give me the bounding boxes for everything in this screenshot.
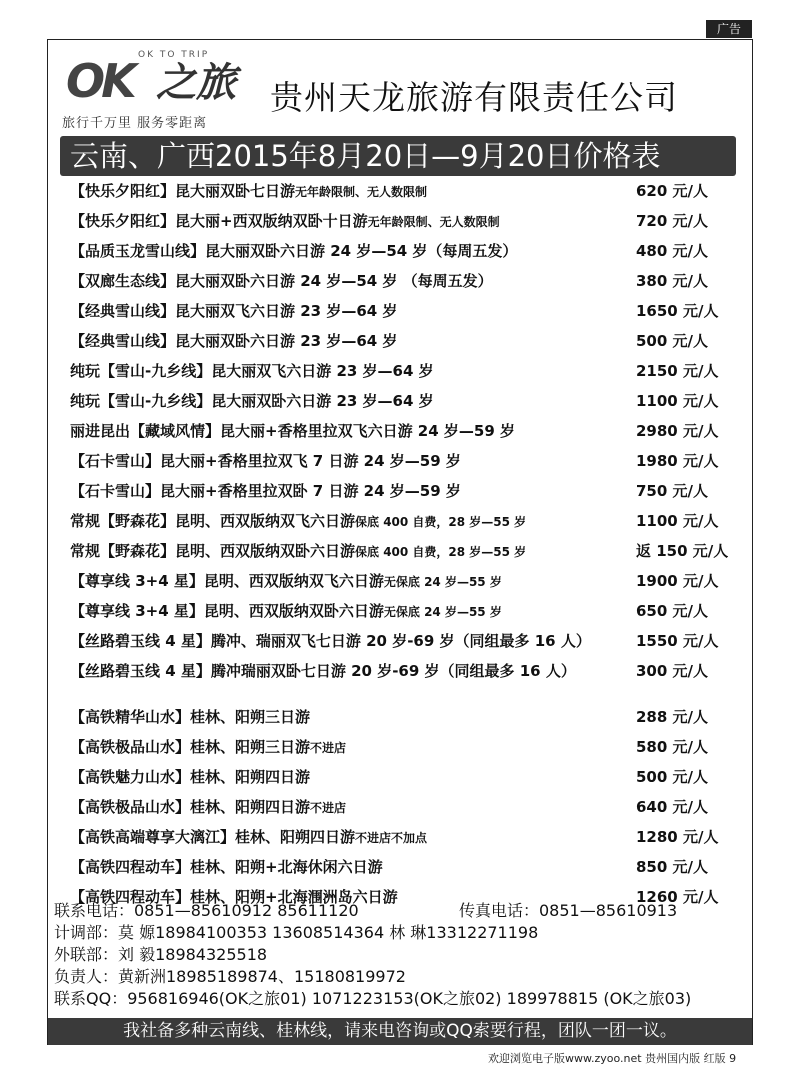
- route-name: [70, 176, 427, 207]
- route-price: 1100 元/人: [636, 512, 719, 530]
- contact-manager: 负责人：黄新洲18985189874、15180819972: [54, 967, 406, 986]
- route-name: [70, 266, 493, 296]
- route-price-list: [70, 176, 750, 912]
- route-row: [70, 792, 750, 822]
- route-row: [70, 596, 750, 626]
- route-price: 1980 元/人: [636, 452, 719, 470]
- route-price: 620 元/人: [636, 182, 709, 200]
- route-name: [70, 656, 576, 686]
- route-note: 不进店: [310, 741, 347, 755]
- page-footer: 欢迎浏览电子版www.zyoo.net 贵州国内版 红版 9: [488, 1052, 737, 1065]
- route-name: [70, 296, 397, 326]
- ad-label: 广告: [706, 20, 752, 38]
- route-row: [70, 266, 750, 296]
- route-price: 480 元/人: [636, 242, 709, 260]
- route-row: [70, 386, 750, 416]
- route-title: 【尊享线 3+4 星】昆明、西双版纳双卧六日游: [70, 602, 384, 620]
- route-name: [70, 792, 346, 823]
- route-price: 300 元/人: [636, 662, 709, 680]
- route-note: 无保底 24 岁—55 岁: [383, 575, 502, 589]
- route-title: 【石卡雪山】昆大丽+香格里拉双飞 7 日游 24 岁—59 岁: [70, 452, 461, 470]
- route-title: 【高铁极品山水】桂林、阳朔四日游: [70, 798, 311, 816]
- route-row: [70, 852, 750, 882]
- route-row: [70, 536, 750, 566]
- route-row: [70, 702, 750, 732]
- route-row: [70, 296, 750, 326]
- route-title: 【高铁精华山水】桂林、阳朔三日游: [70, 708, 311, 726]
- route-name: [70, 386, 434, 416]
- route-price: 返 150 元/人: [636, 542, 729, 560]
- route-name: [70, 566, 502, 597]
- contact-fax: 传真电话：0851—85610913: [459, 901, 678, 920]
- route-title: 【高铁四程动车】桂林、阳朔+北海休闲六日游: [70, 858, 383, 876]
- contact-planning: 计调部：莫 嫄18984100353 13608514364 林 琳13312271198: [54, 923, 539, 942]
- route-note: 无年龄限制、无人数限制: [295, 185, 428, 199]
- route-row: [70, 566, 750, 596]
- route-note: 不进店不加点: [355, 831, 428, 845]
- logo-tagline: OK TO TRIP: [138, 50, 210, 60]
- route-row: [70, 626, 750, 656]
- route-title: 【石卡雪山】昆大丽+香格里拉双卧 7 日游 24 岁—59 岁: [70, 482, 461, 500]
- route-row: [70, 506, 750, 536]
- ok-trip-logo: [60, 50, 260, 132]
- price-table-title: 云南、广西2015年8月20日—9月20日价格表: [60, 136, 736, 176]
- route-note: 保底 400 自费，28 岁—55 岁: [355, 515, 527, 529]
- contact-phone: 联系电话：0851—85610912 85611120: [54, 901, 359, 920]
- logo-slogan: 旅行千万里 服务零距离: [62, 116, 208, 131]
- route-title: 【快乐夕阳红】昆大丽双卧七日游: [70, 182, 296, 200]
- route-price: 380 元/人: [636, 272, 709, 290]
- route-price: 2150 元/人: [636, 362, 719, 380]
- contact-external: 外联部：刘 毅18984325518: [54, 945, 268, 964]
- route-row: [70, 326, 750, 356]
- route-price: 1900 元/人: [636, 572, 719, 590]
- route-title: 【高铁极品山水】桂林、阳朔三日游: [70, 738, 311, 756]
- route-row: [70, 656, 750, 686]
- route-name: [70, 702, 310, 732]
- route-name: [70, 236, 517, 266]
- route-title: 纯玩【雪山-九乡线】昆大丽双飞六日游 23 岁—64 岁: [70, 362, 434, 380]
- route-name: [70, 852, 383, 882]
- route-price: 500 元/人: [636, 332, 709, 350]
- route-name: [70, 326, 397, 356]
- route-name: [70, 446, 461, 476]
- route-price: 720 元/人: [636, 212, 709, 230]
- route-title: 【高铁魅力山水】桂林、阳朔四日游: [70, 768, 311, 786]
- route-price: 2980 元/人: [636, 422, 719, 440]
- route-row: [70, 762, 750, 792]
- route-name: [70, 596, 502, 627]
- contact-qq: 联系QQ：956816946(OK之旅01) 1071223153(OK之旅02) 189978815 (OK之旅03): [54, 989, 692, 1008]
- logo-brand-text: 之旅: [156, 60, 236, 106]
- route-price: 640 元/人: [636, 798, 709, 816]
- route-note: 保底 400 自费，28 岁—55 岁: [355, 545, 527, 559]
- route-price: 1260 元/人: [636, 888, 719, 906]
- logo-ok-mark: OK: [66, 54, 133, 108]
- route-name: [70, 762, 310, 792]
- route-row: [70, 476, 750, 506]
- route-name: [70, 356, 434, 386]
- route-name: [70, 206, 500, 237]
- route-price: 1550 元/人: [636, 632, 719, 650]
- route-row: [70, 732, 750, 762]
- ad-frame: [47, 39, 753, 1045]
- route-row: [70, 356, 750, 386]
- route-note: 不进店: [310, 801, 347, 815]
- route-row: [70, 416, 750, 446]
- route-row: [70, 206, 750, 236]
- route-title: 常规【野森花】昆明、西双版纳双飞六日游: [70, 512, 356, 530]
- route-name: [70, 506, 526, 537]
- route-price: 1100 元/人: [636, 392, 719, 410]
- route-price: 750 元/人: [636, 482, 709, 500]
- route-price: 288 元/人: [636, 708, 709, 726]
- route-title: 常规【野森花】昆明、西双版纳双卧六日游: [70, 542, 356, 560]
- company-name: 贵州天龙旅游有限责任公司: [270, 78, 678, 117]
- footer-note: 我社备多种云南线、桂林线，请来电咨询或QQ索要行程，团队一团一议。: [48, 1018, 752, 1045]
- route-row: [70, 236, 750, 266]
- route-title: 【双廊生态线】昆大丽双卧六日游 24 岁—54 岁 （每周五发）: [70, 272, 493, 290]
- route-title: 纯玩【雪山-九乡线】昆大丽双卧六日游 23 岁—64 岁: [70, 392, 434, 410]
- route-note: 无年龄限制、无人数限制: [367, 215, 500, 229]
- route-title: 【高铁四程动车】桂林、阳朔+北海涠洲岛六日游: [70, 888, 398, 906]
- route-name: [70, 732, 346, 763]
- route-row: [70, 446, 750, 476]
- route-price: 1280 元/人: [636, 828, 719, 846]
- route-title: 【尊享线 3+4 星】昆明、西双版纳双飞六日游: [70, 572, 384, 590]
- route-title: 丽进昆出【藏域风情】昆大丽+香格里拉双飞六日游 24 岁—59 岁: [70, 422, 515, 440]
- route-price: 650 元/人: [636, 602, 709, 620]
- route-row: [70, 176, 750, 206]
- route-name: [70, 822, 427, 853]
- route-name: [70, 536, 526, 567]
- route-name: [70, 476, 461, 506]
- route-price: 1650 元/人: [636, 302, 719, 320]
- contact-info: [54, 900, 748, 1010]
- route-title: 【经典雪山线】昆大丽双卧六日游 23 岁—64 岁: [70, 332, 398, 350]
- route-title: 【高铁高端尊享大漓江】桂林、阳朔四日游: [70, 828, 356, 846]
- route-price: 580 元/人: [636, 738, 709, 756]
- route-title: 【快乐夕阳红】昆大丽+西双版纳双卧十日游: [70, 212, 368, 230]
- route-title: 【经典雪山线】昆大丽双飞六日游 23 岁—64 岁: [70, 302, 398, 320]
- route-name: [70, 626, 591, 656]
- route-title: 【品质玉龙雪山线】昆大丽双卧六日游 24 岁—54 岁（每周五发）: [70, 242, 518, 260]
- route-price: 500 元/人: [636, 768, 709, 786]
- route-title: 【丝路碧玉线 4 星】腾冲、瑞丽双飞七日游 20 岁-69 岁（同组最多 16 人）: [70, 632, 591, 650]
- route-note: 无保底 24 岁—55 岁: [383, 605, 502, 619]
- route-price: 850 元/人: [636, 858, 709, 876]
- route-row: [70, 822, 750, 852]
- route-name: [70, 416, 515, 446]
- route-title: 【丝路碧玉线 4 星】腾冲瑞丽双卧七日游 20 岁-69 岁（同组最多 16 人）: [70, 662, 576, 680]
